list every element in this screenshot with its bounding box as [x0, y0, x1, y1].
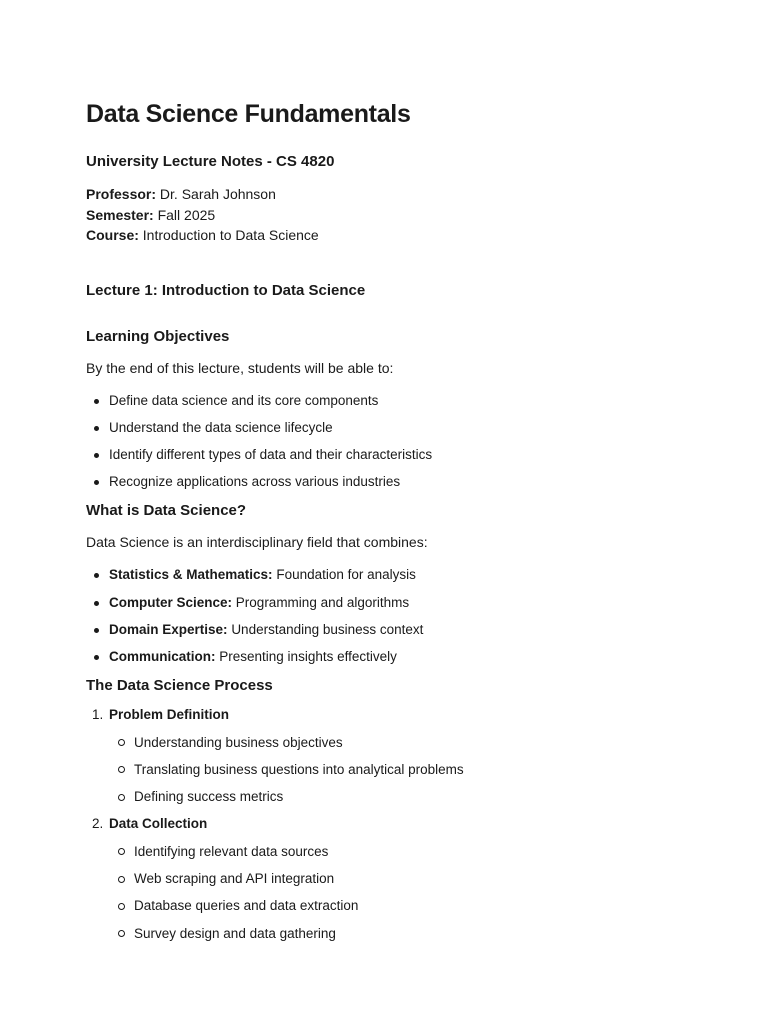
step-sublist	[109, 733, 768, 808]
process-step	[86, 814, 768, 943]
meta-value: Dr. Sarah Johnson	[159, 186, 276, 202]
objectives-intro: By the end of this lecture, students will be able to:	[86, 359, 394, 376]
item-desc: Understanding business context	[231, 621, 424, 637]
list-item: Recognize applications across various industries	[109, 472, 768, 492]
item-term: Statistics & Mathematics:	[109, 567, 273, 583]
list-item	[109, 593, 768, 613]
list-item: Defining success metrics	[134, 787, 768, 807]
document-title: Data Science Fundamentals	[86, 100, 411, 128]
step-title-text: Data Collection	[109, 816, 208, 832]
course-meta	[86, 184, 768, 246]
list-item: Understand the data science lifecycle	[109, 418, 768, 438]
objectives-list	[86, 391, 768, 493]
item-desc: Programming and algorithms	[235, 594, 410, 610]
list-item: Web scraping and API integration	[134, 869, 768, 889]
document-subtitle: University Lecture Notes - CS 4820	[86, 153, 335, 170]
components-list	[86, 565, 768, 667]
meta-value: Fall 2025	[157, 206, 216, 223]
step-sublist	[109, 842, 768, 944]
list-item	[109, 647, 768, 667]
list-item: Identifying relevant data sources	[134, 842, 768, 862]
meta-professor	[86, 184, 768, 205]
list-item: Define data science and its core components	[109, 391, 768, 411]
list-item: Translating business questions into analytical problems	[134, 760, 768, 780]
step-title-text: Problem Definition	[109, 707, 230, 723]
list-item: Survey design and data gathering	[134, 924, 768, 944]
what-is-heading: What is Data Science?	[86, 502, 247, 520]
item-term: Communication:	[109, 649, 216, 665]
step-number: 1.	[92, 707, 104, 723]
item-term: Computer Science:	[109, 594, 233, 610]
process-step	[86, 705, 768, 807]
list-item: Database queries and data extraction	[134, 896, 768, 916]
meta-value: Introduction to Data Science	[142, 227, 319, 243]
process-steps	[86, 705, 768, 943]
meta-label: Course:	[86, 227, 139, 243]
step-title	[92, 705, 768, 725]
list-item	[109, 620, 768, 640]
step-title	[92, 814, 768, 834]
meta-semester	[86, 205, 768, 226]
meta-label: Professor:	[86, 186, 157, 202]
item-desc: Foundation for analysis	[276, 567, 416, 583]
what-is-intro: Data Science is an interdisciplinary field that combines:	[86, 534, 428, 551]
lecture-title: Lecture 1: Introduction to Data Science	[86, 281, 366, 299]
objectives-heading: Learning Objectives	[86, 327, 230, 345]
list-item: Identify different types of data and their characteristics	[109, 445, 768, 465]
item-desc: Presenting insights effectively	[219, 649, 397, 665]
meta-label: Semester:	[86, 206, 154, 223]
meta-course	[86, 225, 768, 246]
process-heading: The Data Science Process	[86, 677, 273, 695]
item-term: Domain Expertise:	[109, 621, 228, 637]
step-number: 2.	[92, 816, 104, 832]
list-item	[109, 565, 768, 585]
list-item: Understanding business objectives	[134, 733, 768, 753]
